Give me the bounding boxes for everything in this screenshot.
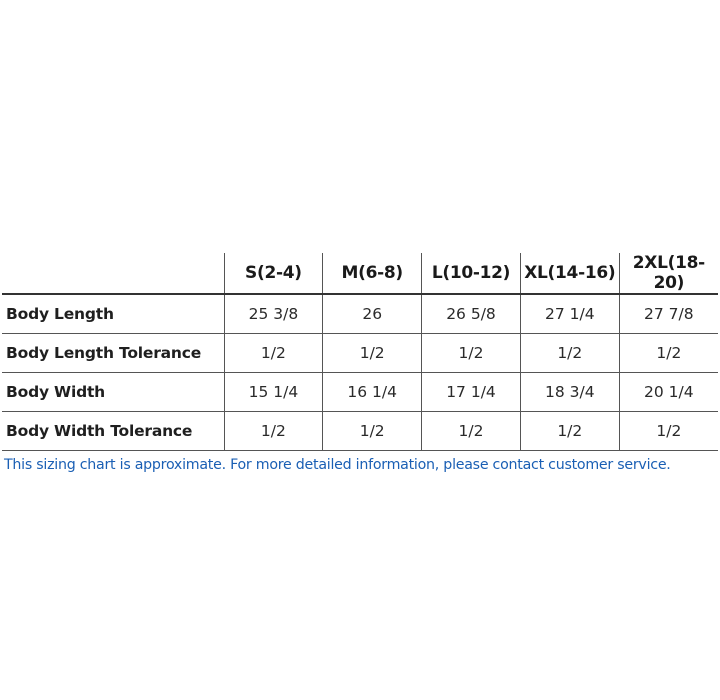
table-row [2,373,718,412]
row-label: Body Length Tolerance [2,334,224,373]
table-cell: 1/2 [224,412,323,451]
table-cell: 1/2 [619,334,718,373]
row-label: Body Width Tolerance [2,412,224,451]
table-cell: 1/2 [422,412,521,451]
size-header: L(10-12) [422,253,521,294]
table-cell: 25 3/8 [224,294,323,334]
table-cell: 27 7/8 [619,294,718,334]
table-row [2,334,718,373]
sizing-disclaimer: This sizing chart is approximate. For more detailed information, please contact customer service. [4,457,671,473]
size-header: XL(14-16) [520,253,619,294]
header-corner [2,253,224,294]
row-label: Body Length [2,294,224,334]
table-cell: 1/2 [520,412,619,451]
table-cell: 18 3/4 [520,373,619,412]
header-row [2,253,718,294]
table-cell: 20 1/4 [619,373,718,412]
row-label: Body Width [2,373,224,412]
table-row [2,294,718,334]
table-cell: 1/2 [323,334,422,373]
size-header: 2XL(18-20) [619,253,718,294]
table-cell: 1/2 [520,334,619,373]
table-cell: 1/2 [422,334,521,373]
table-cell: 1/2 [224,334,323,373]
size-table [2,253,718,451]
size-chart [2,253,718,451]
table-cell: 15 1/4 [224,373,323,412]
table-cell: 17 1/4 [422,373,521,412]
table-cell: 26 [323,294,422,334]
table-cell: 27 1/4 [520,294,619,334]
table-row [2,412,718,451]
table-cell: 1/2 [619,412,718,451]
table-cell: 16 1/4 [323,373,422,412]
table-cell: 1/2 [323,412,422,451]
size-header: S(2-4) [224,253,323,294]
size-header: M(6-8) [323,253,422,294]
table-cell: 26 5/8 [422,294,521,334]
